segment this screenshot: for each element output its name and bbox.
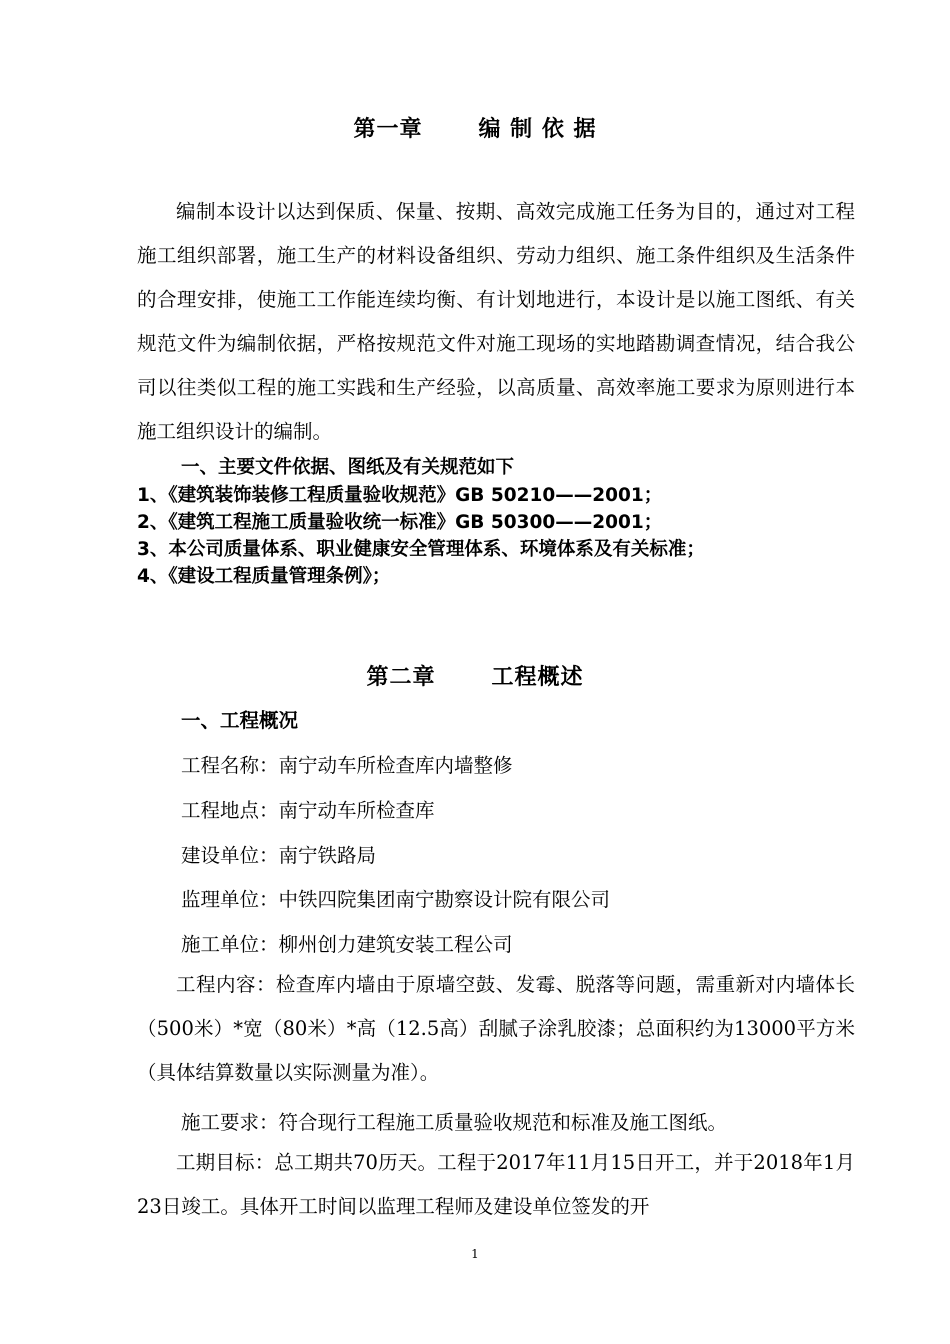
chapter-1-intro: 编制本设计以达到保质、保量、按期、高效完成施工任务为目的，通过对工程施工组织部署，施工生产的材料设备组织、劳动力组织、施工条件组织及生活条件的合理安排，使施工工作能连续均衡、有计划地进行，本设计是以施工图纸、有关规范文件为编制依据，严格按规范文件对施工现场的实地踏勘调查情况，结合我公司以往类似工程的施工实践和生产经验，以高质量、高效率施工要求为原则进行本施工组织设计的编制。 — [137, 200, 855, 443]
reference-item-4: 4、《建设工程质量管理条例》； — [137, 566, 391, 587]
chapter-1-section-heading: 一、主要文件依据、图纸及有关规范如下 — [181, 457, 515, 478]
project-content: 工程内容：检查库内墙由于原墙空鼓、发霉、脱落等问题，需重新对内墙体长（500米）*宽（80米）*高（12.5高）刮腻子涂乳胶漆；总面积约为13000平方米（具体结算数量以实际测量为准）。 — [137, 973, 855, 1084]
chapter-2-label: 第二章 — [366, 665, 436, 690]
reference-item-1: 1、《建筑装饰装修工程质量验收规范》GB 50210——2001； — [137, 485, 663, 506]
schedule-target: 工期目标：总工期共70历天。工程于2017年11月15日开工，并于2018年1月23日竣工。具体开工时间以监理工程师及建设单位签发的开 — [137, 1151, 855, 1218]
construction-requirement: 施工要求：符合现行工程施工质量验收规范和标准及施工图纸。 — [181, 1111, 728, 1134]
chapter-2-title: 工程概述 — [491, 665, 584, 690]
reference-item-2: 2、《建筑工程施工质量验收统一标准》GB 50300——2001； — [137, 512, 663, 533]
page-number: 1 — [471, 1247, 479, 1261]
chapter-1-label: 第一章 — [353, 117, 423, 142]
chapter-1-heading — [0, 112, 950, 143]
project-location: 工程地点：南宁动车所检查库 — [181, 799, 435, 822]
chapter-1-title: 编 制 依 据 — [478, 117, 597, 142]
supervisor-unit: 监理单位：中铁四院集团南宁勘察设计院有限公司 — [181, 888, 611, 911]
chapter-2-section-heading: 一、工程概况 — [181, 709, 299, 732]
project-name: 工程名称：南宁动车所检查库内墙整修 — [181, 754, 513, 777]
chapter-2-heading — [0, 660, 950, 691]
contractor-unit: 施工单位：柳州创力建筑安装工程公司 — [181, 933, 513, 956]
reference-item-3: 3、本公司质量体系、职业健康安全管理体系、环境体系及有关标准； — [137, 539, 705, 560]
client-unit: 建设单位：南宁铁路局 — [181, 844, 377, 867]
